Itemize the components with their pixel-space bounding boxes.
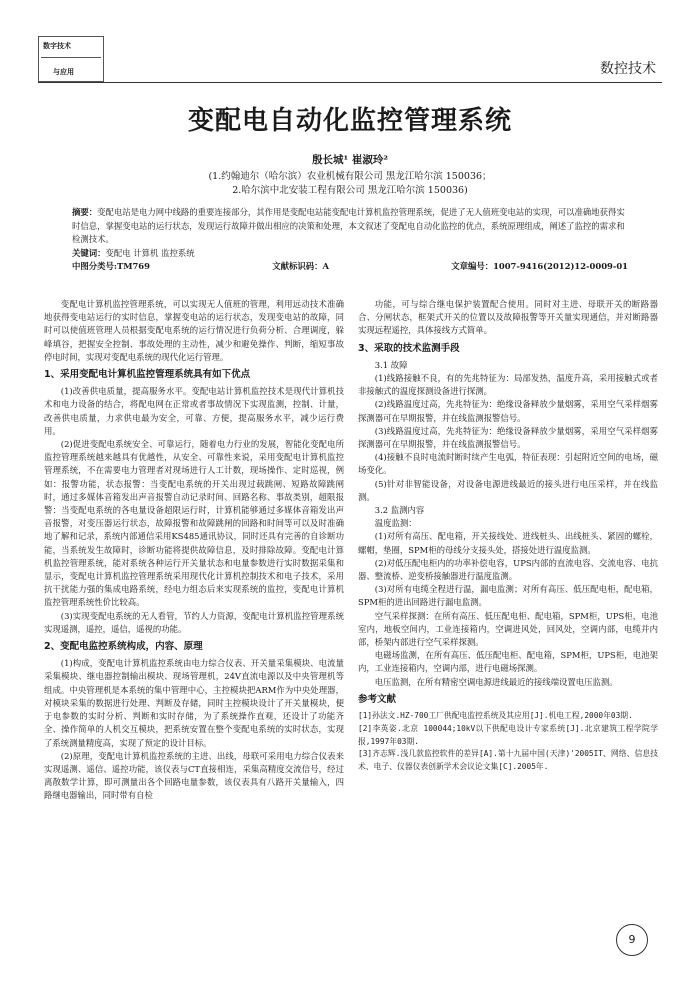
abstract-label: 摘要： bbox=[72, 207, 98, 217]
paragraph: (5)针对非智能设备，对设备电源进线最近的接头进行电压采样，并在线监测。 bbox=[358, 478, 658, 502]
abstract bbox=[72, 206, 628, 247]
body-column-left bbox=[44, 298, 344, 803]
reference-item: [2]李英姿.北京 100044;10kV以下供配电设计专家系统[J].北京建筑工程学院学报,1997年03期. bbox=[358, 723, 658, 746]
paragraph: 电磁场监测，在所有高压、低压配电柜、配电箱，SPM柜，UPS柜，电池架内，工业连接箱内，空调内部，进行电磁场探测。 bbox=[358, 650, 658, 674]
affiliation-1: (1.约翰迪尔（哈尔滨）农业机械有限公司 黑龙江哈尔滨 150036； bbox=[208, 171, 492, 182]
reference-item: [3]齐志辉.浅几款监控软件的差异[A].第十九届中国(天津)'2005IT、网络、信息技术、电子、仪器仪表创新学术会议论文集[C].2005年. bbox=[358, 749, 658, 772]
section-heading-2: 2、变配电监控系统构成，内容、原理 bbox=[44, 641, 203, 653]
paragraph: (1)线路接触不良，有的先兆特征为：局部发热，温度升高，采用接触式或者非接触式的温度探测设备进行探测。 bbox=[358, 373, 658, 397]
paragraph: (2)对低压配电柜内的功率补偿电容，UPS内部的直流电容、交流电容、电抗器、整流桥、逆变桥接触器进行温度监测。 bbox=[358, 557, 658, 582]
paragraph: (3)实现变配电系统的无人看管，节约人力资源，变配电计算机监控管理系统实现遥测，遥控，遥信，遥视的功能。 bbox=[44, 610, 344, 634]
section-tag: 数控技术 bbox=[600, 61, 656, 77]
paragraph: (3)线路温度过高，先兆特征为：绝缘设备释放少量烟雾，采用空气采样烟雾探测器可在早期报警，并在线监测报警信号。 bbox=[358, 425, 658, 450]
section-heading-3: 3、采取的技术监测手段 bbox=[358, 342, 460, 354]
body-column-right bbox=[358, 298, 658, 774]
doc-code: 文献标识码：A bbox=[272, 261, 329, 271]
paragraph: (1)构成，变配电计算机监控系统由电力综合仪表、开关量采集模块、电流量采集模块、继电器控制输出模块、现场管理机，24V直流电源以及中央管理机等组成。中央管理机是本系统的集中管理中心，主控模块把ARM作为中央处理器，对模块采集的数据进行处理、判断及存储，同时主控模块设计了开关量模块，便于电参数的实时分析、判断和实时存储，为了系统操作直观，还设计了功能齐全、操作简单的人机交互模块，把系统安置在整个变配电系统的实时状态，实现了系统测量精度高，实现了预定的设计目标。 bbox=[44, 658, 344, 748]
keywords-label: 关键词： bbox=[72, 247, 106, 258]
abstract-block bbox=[72, 206, 628, 274]
paragraph: 电压监测，在所有精密空调电源进线最近的接线端设置电压监测。 bbox=[374, 676, 618, 687]
journal-logo bbox=[38, 36, 104, 82]
reference-item: [1]孙法文.HZ-700工厂供配电监控系统及其应用[J].机电工程,2000年03期. bbox=[358, 711, 633, 721]
subsection-heading: 3.1 故障 bbox=[374, 359, 408, 370]
subsection-heading: 3.2 监测内容 bbox=[374, 505, 425, 516]
page-number: 9 bbox=[616, 924, 648, 956]
paragraph: (4)接触不良时电流时断时续产生电弧，特征表现：引起附近空间的电场，磁场变化。 bbox=[358, 452, 658, 476]
affiliation-2: 2.哈尔滨中北安装工程有限公司 黑龙江哈尔滨 150036) bbox=[232, 185, 468, 196]
clc-number: 中图分类号:TM769 bbox=[72, 261, 150, 271]
intro-paragraph: 变配电计算机监控管理系统，可以实现无人值班的管理，利用远动技术准确地获得变电站运行的实时信息，掌握变电站的运行状态，发现变电站的故障，同时可以使值班管理人员根据变配电系统的运行情况进行负荷分析、合理调度，躲峰填谷，把握安全控制、事故处理的主动性，减少和避免操作、判断，缩短事故停电时间，实现对变配电系统的现代化运行管理。 bbox=[44, 299, 344, 362]
paragraph: 温度监测： bbox=[374, 518, 417, 529]
paragraph: (2)促进变配电系统安全、可靠运行，随着电力行业的发展，智能化变配电所监控管理系统越来越具有优越性，从安全、可靠性来说，采用变配电计算机监控管理系统，不在需要电力管理者对现场进行人工计数，现场操作、定时巡视，例如：报警功能，状态报警：当变配电系统的开关出现过载跳闸、短路故障跳闸时，通过多媒体音箱发出声音报警自动记录时间、回路名称、事故类别，超限报警：当变配电系统的各电量设备超限运行时，计算机能够通过多媒体音箱发出声音报警，对变压器运行状态，故障报警和故障跳闸的回路和时间等可以及时准确地了解和记录，系统内部通信采用KS485通讯协议，同时还具有完善的自诊断功能，当系统发生故障时，诊断功能将提供故障信息，及时排除故障。变配电计算机监控管理系统，能对系统各种运行开关量状态和电量参数进行实时数据采集和显示，变配电计算机监控管理系统采用现代化计算机控制技术和电子技术，采用抗干扰能力强的集成电路系统，经电力组态后来实现系统的监控，变配电计算机监控管理系统性价比较高。 bbox=[44, 439, 344, 608]
abstract-text: 变配电站是电力网中线路的重要连接部分，其作用是变配电站能变配电计算机监控管理系统，促进了无人值班变电站的实现，可以准确地获得实时信息，掌握变电站的运行状态，发现运行故障并做出相应的决策和处理，本文叙述了变配电自动化监控的优点，系统原理组成，阐述了监控的需求和检测技术。 bbox=[72, 207, 625, 244]
paragraph: (2)线路温度过高，先兆特征为：绝缘设备释放少量烟雾，采用空气采样烟雾探测器可在早期报警，并在线监测报警信号。 bbox=[358, 399, 658, 423]
paragraph: (3)对所有电缆全程进行温，漏电监测；对所有高压、低压配电柜，配电箱，SPM柜的进出回路进行漏电监测。 bbox=[358, 584, 658, 608]
references-heading: 参考文献 bbox=[358, 693, 397, 705]
paragraph: (1)对所有高压、配电箱，开关接线处、进线桩头、出线桩头、紧固的螺栓，螺帽，垫圈，SPM柜的母线分支接头处，搭接处进行温度监测。 bbox=[358, 531, 658, 555]
authors: 殷长城¹ 崔淑玲² bbox=[312, 154, 388, 166]
paragraph: 空气采样探测：在所有高压、低压配电柜、配电箱，SPM柜，UPS柜，电池室内，地板空间内，工业连接箱内，空调进风处，回风处，空调内部，电缆并内部，桥架内部进行空气采样探测。 bbox=[358, 610, 658, 648]
article-number: 文章编号：1007-9416(2012)12-0009-01 bbox=[451, 261, 628, 271]
logo-line2: 与应用 bbox=[53, 67, 74, 76]
meta-row bbox=[72, 260, 628, 274]
paragraph: 功能，可与综合继电保护装置配合使用。同时对主进、母联开关的断路器合、分闸状态，框架式开关的位置以及故障报警等开关量实现通信，并对断路器实现远程遥控，具体接线方式简单。 bbox=[358, 299, 658, 336]
header-rule bbox=[38, 82, 662, 83]
paragraph: (2)原理，变配电计算机监控系统的主进、出线，母联可采用电力综合仪表来实现遥测、遥信、遥控功能，该仪表与CT直接相连，采集高精度交流信号，经过离散数学计算，即可测量出各个回路电量参数，该仪表具有八路开关量输入，四路继电器输出，同时带有自检 bbox=[44, 750, 344, 801]
logo-line1: 数字技术 bbox=[43, 41, 71, 50]
paragraph: (1)改善供电质量，提高服务水平。变配电站计算机监控技术是现代计算机技术和电力设备的结合，将配电网在正常或者事故情况下实现监测，控制、计量，改善供电质量，力求供电最为安全，可靠、方便，提高服务水平，减少运行费用。 bbox=[44, 386, 344, 436]
section-heading-1: 1、采用变配电计算机监控管理系统具有如下优点 bbox=[44, 369, 251, 381]
keywords bbox=[72, 247, 628, 261]
logo-divider bbox=[41, 57, 101, 58]
article-title: 变配电自动化监控管理系统 bbox=[187, 106, 512, 136]
keywords-text: 变配电 计算机 监控系统 bbox=[105, 247, 195, 258]
